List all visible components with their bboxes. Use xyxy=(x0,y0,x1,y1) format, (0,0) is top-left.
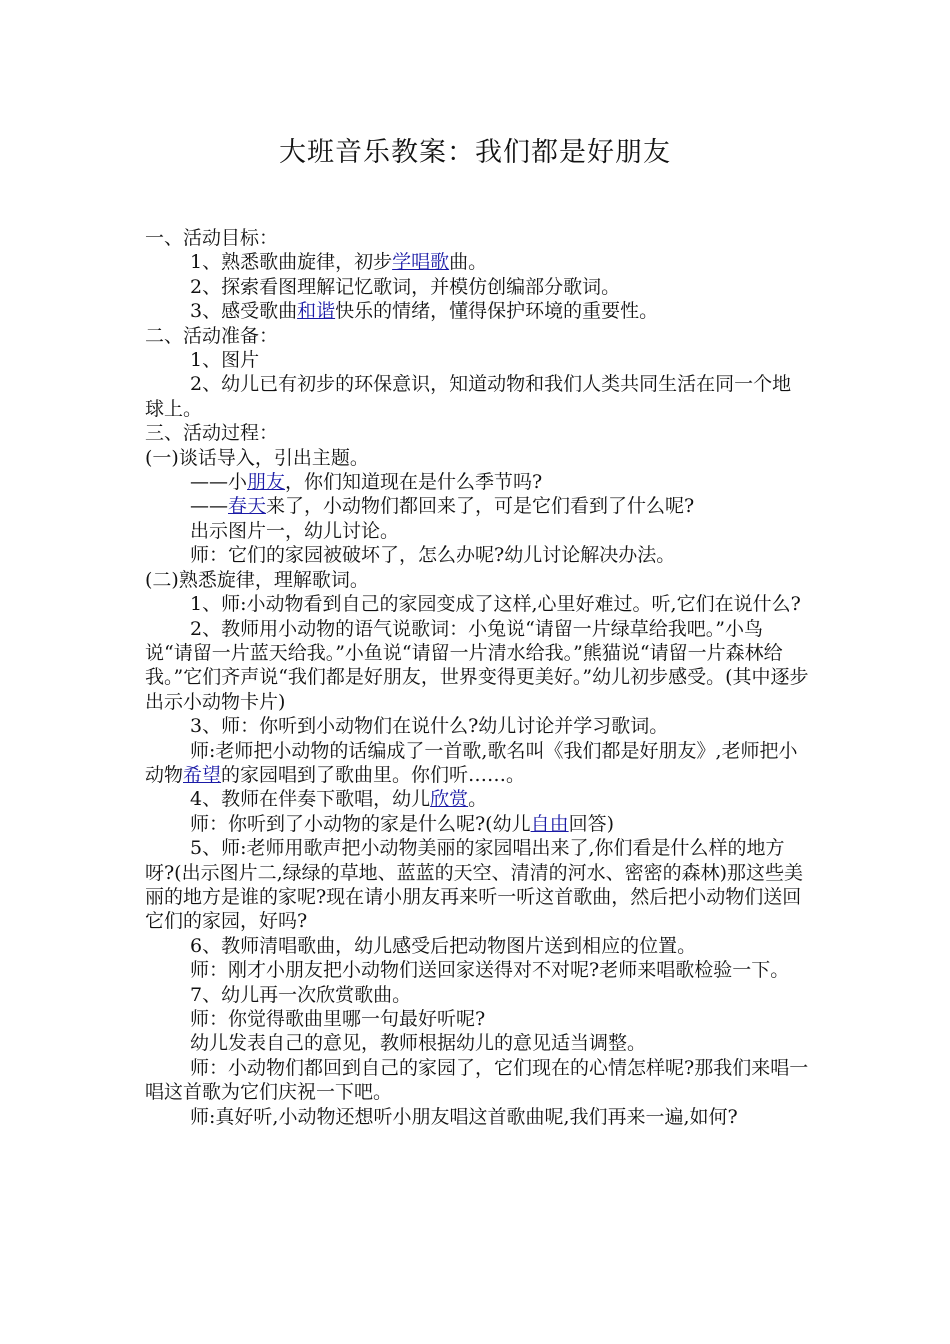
process-line xyxy=(145,739,809,788)
subsection-2: (二)熟悉旋律，理解歌词。 xyxy=(145,568,369,591)
text-run: 回答) xyxy=(568,812,615,835)
process-line: 师：它们的家园被破坏了，怎么办呢?幼儿讨论解决办法。 xyxy=(190,544,676,567)
prep-1: 1、图片 xyxy=(190,349,260,372)
process-line: 7、幼儿再一次欣赏歌曲。 xyxy=(190,983,412,1006)
section-heading-prep: 二、活动准备： xyxy=(145,324,279,347)
text-run: ——小 xyxy=(190,471,248,494)
process-line xyxy=(145,787,809,811)
process-line: 师:真好听,小动物还想听小朋友唱这首歌曲呢,我们再来一遍,如何? xyxy=(190,1105,738,1128)
text-run: 曲。 xyxy=(449,251,488,274)
prep-2: 2、幼儿已有初步的环保意识，知道动物和我们人类共同生活在同一个地球上。 xyxy=(145,373,792,420)
text-run: 4、教师在伴奏下歌唱，幼儿 xyxy=(190,788,431,811)
link-freedom[interactable]: 自由 xyxy=(530,812,569,835)
text-run: ，你们知道现在是什么季节吗? xyxy=(285,471,543,494)
process-line: 师：刚才小朋友把小动物们送回家送得对不对呢?老师来唱歌检验一下。 xyxy=(190,959,790,982)
process-line xyxy=(145,494,809,518)
process-line: 出示图片一，幼儿讨论。 xyxy=(190,519,400,542)
process-line: 1、师:小动物看到自己的家园变成了这样,心里好难过。听,它们在说什么? xyxy=(190,593,801,616)
process-line: 师：小动物们都回到自己的家园了，它们现在的心情怎样呢?那我们来唱一唱这首歌为它们庆祝一下吧。 xyxy=(145,1056,809,1104)
text-run: —— xyxy=(190,495,228,518)
text-run: 。 xyxy=(468,788,488,811)
link-hope[interactable]: 希望 xyxy=(183,763,222,786)
text-run: 1、熟悉歌曲旋律，初步 xyxy=(190,251,393,274)
link-friend[interactable]: 朋友 xyxy=(247,471,286,494)
goal-3 xyxy=(145,299,809,323)
document-title: 大班音乐教案：我们都是好朋友 xyxy=(279,137,671,168)
document-body xyxy=(145,226,809,1129)
process-line xyxy=(145,812,809,836)
text-run: 3、感受歌曲 xyxy=(190,300,298,323)
text-run: 师：你听到了小动物的家是什么呢?(幼儿 xyxy=(190,812,531,835)
subsection-1: (一)谈话导入，引出主题。 xyxy=(145,446,369,469)
text-run: 师:老师把小动物的话编成了一首歌,歌名叫《我们都是好朋友》,老师把小动物 xyxy=(145,739,798,786)
text-run: 来了，小动物们都回来了，可是它们看到了什么呢? xyxy=(266,495,695,518)
process-line: 3、师：你听到小动物们在说什么?幼儿讨论并学习歌词。 xyxy=(190,715,669,738)
process-line: 6、教师清唱歌曲，幼儿感受后把动物图片送到相应的位置。 xyxy=(190,934,697,957)
section-heading-goals: 一、活动目标： xyxy=(145,227,279,249)
text-run: 快乐的情绪，懂得保护环境的重要性。 xyxy=(335,300,659,323)
link-learn-singing[interactable]: 学唱歌 xyxy=(392,251,450,274)
link-spring[interactable]: 春天 xyxy=(228,495,267,518)
section-heading-process: 三、活动过程： xyxy=(145,422,279,445)
process-line: 师：你觉得歌曲里哪一句最好听呢? xyxy=(190,1008,486,1030)
process-line: 幼儿发表自己的意见，教师根据幼儿的意见适当调整。 xyxy=(190,1032,647,1055)
goal-2: 2、探索看图理解记忆歌词，并模仿创编部分歌词。 xyxy=(190,275,621,298)
link-harmony[interactable]: 和谐 xyxy=(297,300,336,323)
text-run: 的家园唱到了歌曲里。你们听……。 xyxy=(221,763,526,786)
goal-1 xyxy=(145,250,809,274)
process-line: 5、师:老师用歌声把小动物美丽的家园唱出来了,你们看是什么样的地方呀?(出示图片二,绿绿的草地、蓝蓝的天空、清清的河水、密密的森林)那这些美丽的地方是谁的家呢?现在请小朋友再来听一听这首歌曲，然后把小动物们送回它们的家园，好吗? xyxy=(145,837,804,933)
link-appreciate[interactable]: 欣赏 xyxy=(430,788,469,811)
process-line: 2、教师用小动物的语气说歌词：小兔说“请留一片绿草给我吧。”小鸟说“请留一片蓝天给我。”小鱼说“请留一片清水给我。”熊猫说“请留一片森林给我。”它们齐声说“我们都是好朋友，世界变得更美好。”幼儿初步感受。(其中逐步出示小动物卡片) xyxy=(145,617,809,713)
process-line xyxy=(145,470,809,494)
